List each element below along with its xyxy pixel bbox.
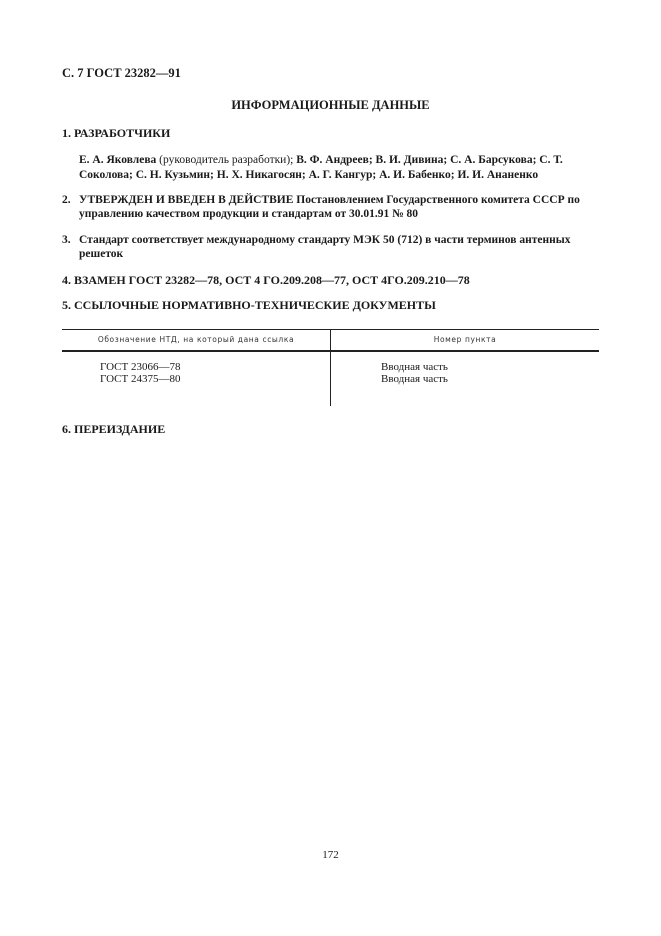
section-4-heading: 4. ВЗАМЕН ГОСТ 23282—78, ОСТ 4 ГО.209.208—77, ОСТ 4ГО.209.210—78 bbox=[62, 273, 470, 287]
section-2 bbox=[62, 193, 598, 221]
section-3-number: 3. bbox=[62, 234, 71, 246]
lead-developer-role: (руководитель разработки); bbox=[159, 154, 294, 166]
section-2-text-line-2: управлению качеством продукции и стандартам от 30.01.91 № 80 bbox=[79, 208, 419, 220]
table-cell-document-1: ГОСТ 23066—78 bbox=[100, 361, 181, 373]
section-2-text-line-1: Постановлением Государственного комитета СССР по bbox=[296, 194, 580, 206]
table-header-document: Обозначение НТД, на который дана ссылка bbox=[97, 335, 295, 344]
page-number: 172 bbox=[322, 849, 339, 861]
section-1-developers bbox=[79, 153, 599, 183]
section-1-heading: 1. РАЗРАБОТЧИКИ bbox=[62, 126, 171, 140]
section-2-number: 2. bbox=[62, 194, 71, 206]
table-header-clause: Номер пункта bbox=[433, 335, 497, 344]
document-title: ИНФОРМАЦИОННЫЕ ДАННЫЕ bbox=[231, 98, 430, 112]
section-2-heading: УТВЕРЖДЕН И ВВЕДЕН В ДЕЙСТВИЕ bbox=[79, 194, 294, 206]
page-header: С. 7 ГОСТ 23282—91 bbox=[62, 66, 181, 80]
table-cell-clause-1: Вводная часть bbox=[381, 361, 448, 373]
section-3-text-line-2: решеток bbox=[79, 248, 124, 260]
table-cell-document-2: ГОСТ 24375—80 bbox=[100, 373, 181, 385]
section-3 bbox=[62, 233, 598, 261]
section-6-heading: 6. ПЕРЕИЗДАНИЕ bbox=[62, 422, 166, 436]
developers-line-1 bbox=[79, 153, 599, 168]
developers-line-2: Соколова; С. Н. Кузьмин; Н. Х. Никагосян; А. Г. Кангур; А. И. Бабенко; И. И. Ананенко bbox=[79, 169, 539, 181]
table-cell-clause-2: Вводная часть bbox=[381, 373, 448, 385]
section-3-text-line-1: Стандарт соответствует международному стандарту МЭК 50 (712) в части терминов антенных bbox=[79, 234, 571, 246]
developers-rest-line-1: В. Ф. Андреев; В. И. Дивина; С. А. Барсукова; С. Т. bbox=[296, 154, 563, 166]
lead-developer: Е. А. Яковлева bbox=[79, 154, 157, 166]
section-5-heading: 5. ССЫЛОЧНЫЕ НОРМАТИВНО-ТЕХНИЧЕСКИЕ ДОКУМЕНТЫ bbox=[62, 298, 436, 312]
